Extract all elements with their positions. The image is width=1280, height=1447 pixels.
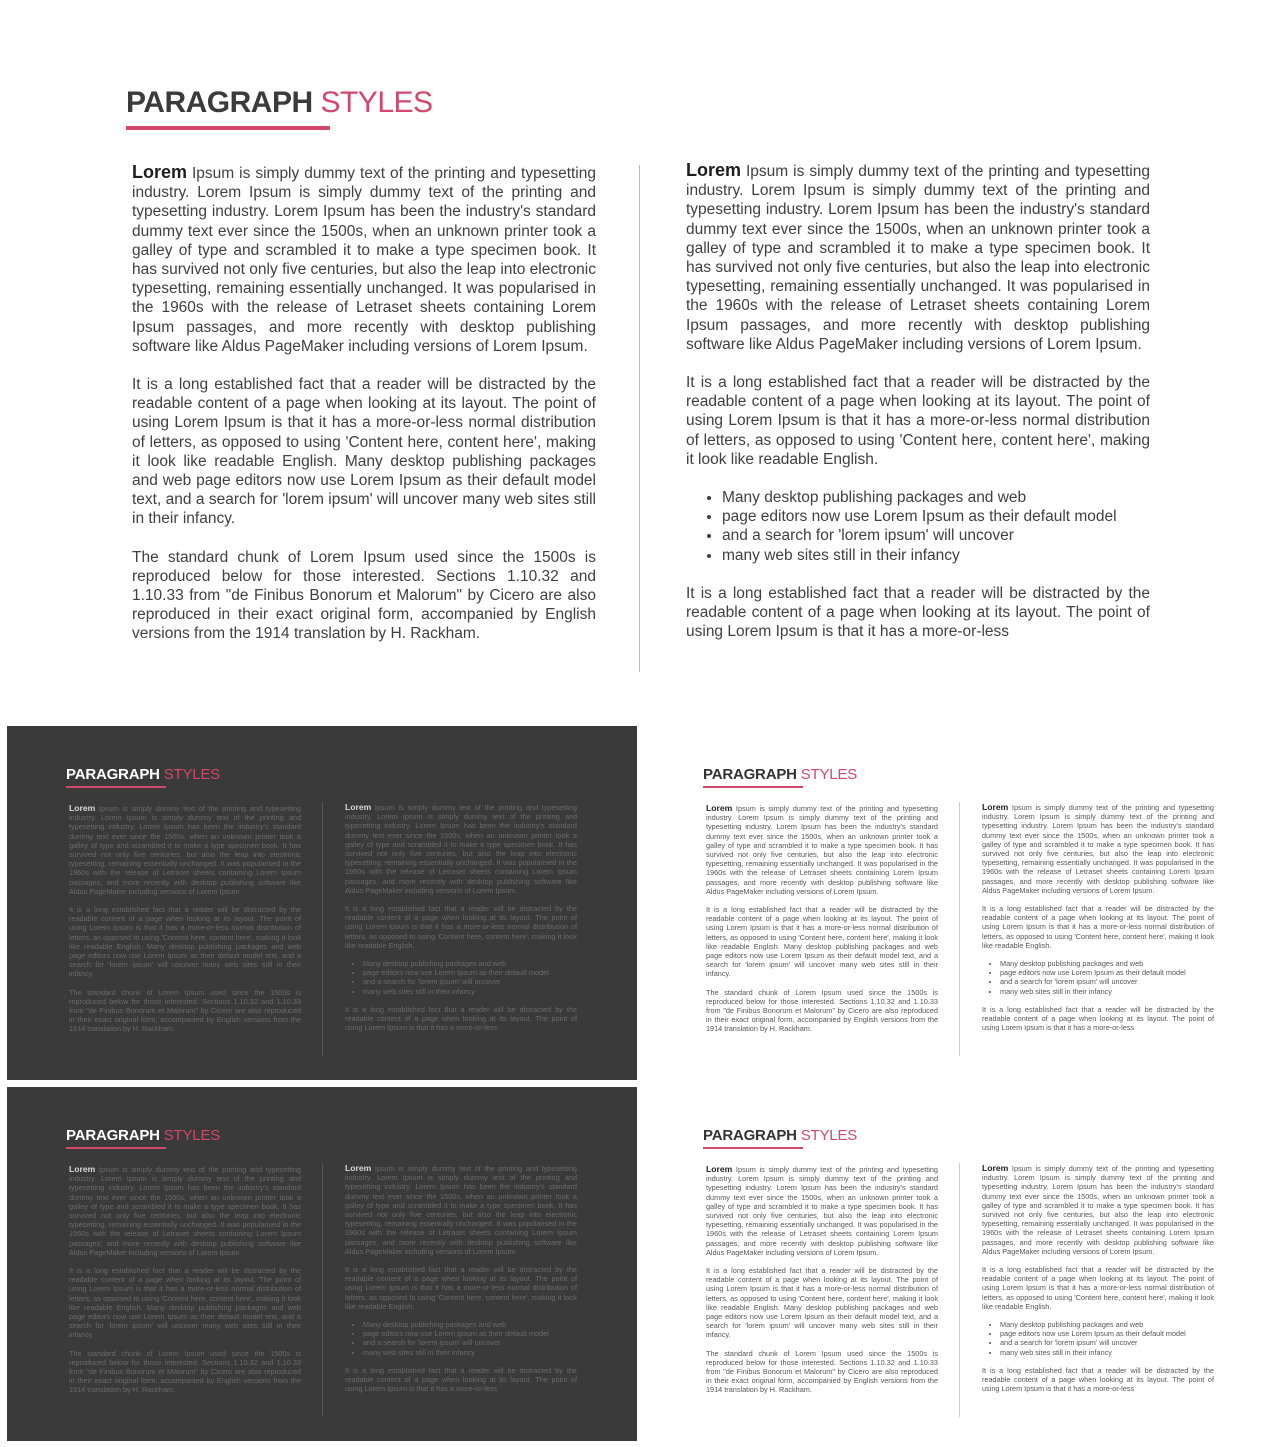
thumb-paragraph-2: It is a long established fact that a reader will be distracted by the readable content of a page when looking at its layout. The point of using Lorem Ipsum is that it has a more-or-less normal distribution of letters, as opposed to using 'Content here, content here', making it look like readable English. Many desktop publishing packages and web page editors now use Lorem Ipsum as their default model text, and a search for 'lorem ipsum' will uncover many web sites still in their infancy.	[69, 905, 301, 979]
thumb-paragraph-1-text: Ipsum is simply dummy text of the printing and typesetting industry. Lorem Ipsum is simply dummy text of the printing and typesetting industry. Lorem Ipsum has been the industry's standard dummy text ever since the 1500s, when an unknown printer took a galley of type and scrambled it to make a type specimen book. It has survived not only five centuries, but also the leap into electronic typesetting, remaining essentially unchanged. It was popularised in the 1960s with the release of Letraset sheets containing Lorem Ipsum passages, and more recently with desktop publishing software like Aldus PageMaker including versions of Lorem Ipsum.	[69, 804, 301, 896]
title-light: STYLES	[320, 86, 433, 119]
column-divider	[639, 165, 640, 672]
left-column	[132, 163, 596, 663]
thumb-paragraph-2: It is a long established fact that a reader will be distracted by the readable content of a page when looking at its layout. The point of using Lorem Ipsum is that it has a more-or-less normal distribution of letters, as opposed to using 'Content here, content here', making it look like readable English.	[982, 904, 1214, 950]
thumb-list-item: • and a search for 'lorem ipsum' will uncover	[1000, 1338, 1214, 1347]
thumb-list-item: • Many desktop publishing packages and web	[1000, 1320, 1214, 1329]
thumb-paragraph-1-text: Ipsum is simply dummy text of the printing and typesetting industry. Lorem Ipsum is simply dummy text of the printing and typesetting industry. Lorem Ipsum has been the industry's standard dummy text ever since the 1500s, when an unknown printer took a galley of type and scrambled it to make a type specimen book. It has survived not only five centuries, but also the leap into electronic typesetting, remaining essentially unchanged. It was popularised in the 1960s with the release of Letraset sheets containing Lorem Ipsum passages, and more recently with desktop publishing software like Aldus PageMaker including versions of Lorem Ipsum.	[345, 803, 577, 895]
thumb-title-bold: PARAGRAPH	[703, 766, 797, 783]
paragraph-2: It is a long established fact that a reader will be distracted by the readable content of a page when looking at its layout. The point of using Lorem Ipsum is that it has a more-or-less normal distribution of letters, as opposed to using 'Content here, content here', making it look like readable English. Many desktop publishing packages and web page editors now use Lorem Ipsum as their default model text, and a search for 'lorem ipsum' will uncover many web sites still in their infancy.	[132, 376, 596, 528]
paragraph-1	[686, 161, 1150, 354]
thumb-bullet-list	[982, 959, 1214, 996]
thumb-right-column	[345, 1164, 577, 1402]
bullet-list	[686, 488, 1150, 565]
lead-word: Lorem	[132, 162, 188, 182]
thumb-left-column	[706, 1165, 938, 1404]
thumb-list-item: • many web sites still in their infancy	[363, 1348, 577, 1357]
thumb-lead-word: Lorem	[706, 1164, 733, 1174]
thumb-paragraph-2: It is a long established fact that a reader will be distracted by the readable content of a page when looking at its layout. The point of using Lorem Ipsum is that it has a more-or-less normal distribution of letters, as opposed to using 'Content here, content here', making it look like readable English. Many desktop publishing packages and web page editors now use Lorem Ipsum as their default model text, and a search for 'lorem ipsum' will uncover many web sites still in their infancy.	[69, 1266, 301, 1340]
thumb-paragraph-2: It is a long established fact that a reader will be distracted by the readable content of a page when looking at its layout. The point of using Lorem Ipsum is that it has a more-or-less normal distribution of letters, as opposed to using 'Content here, content here', making it look like readable English. Many desktop publishing packages and web page editors now use Lorem Ipsum as their default model text, and a search for 'lorem ipsum' will uncover many web sites still in their infancy.	[706, 905, 938, 979]
thumb-title-underline	[66, 1147, 166, 1149]
thumb-paragraph-2: It is a long established fact that a reader will be distracted by the readable content of a page when looking at its layout. The point of using Lorem Ipsum is that it has a more-or-less normal distribution of letters, as opposed to using 'Content here, content here', making it look like readable English.	[345, 904, 577, 950]
thumb-list-item: • Many desktop publishing packages and web	[363, 1320, 577, 1329]
thumb-title-underline	[66, 786, 166, 788]
thumb-paragraph-1-text: Ipsum is simply dummy text of the printing and typesetting industry. Lorem Ipsum is simply dummy text of the printing and typesetting industry. Lorem Ipsum has been the industry's standard dummy text ever since the 1500s, when an unknown printer took a galley of type and scrambled it to make a type specimen book. It has survived not only five centuries, but also the leap into electronic typesetting, remaining essentially unchanged. It was popularised in the 1960s with the release of Letraset sheets containing Lorem Ipsum passages, and more recently with desktop publishing software like Aldus PageMaker including versions of Lorem Ipsum.	[982, 1164, 1214, 1256]
title-bold: PARAGRAPH	[126, 86, 313, 119]
thumb-paragraph-1	[345, 1164, 577, 1256]
page-title	[126, 86, 433, 120]
thumb-title-light: STYLES	[800, 1127, 858, 1144]
thumb-paragraph-1-text: Ipsum is simply dummy text of the printing and typesetting industry. Lorem Ipsum is simply dummy text of the printing and typesetting industry. Lorem Ipsum has been the industry's standard dummy text ever since the 1500s, when an unknown printer took a galley of type and scrambled it to make a type specimen book. It has survived not only five centuries, but also the leap into electronic typesetting, remaining essentially unchanged. It was popularised in the 1960s with the release of Letraset sheets containing Lorem Ipsum passages, and more recently with desktop publishing software like Aldus PageMaker including versions of Lorem Ipsum.	[982, 803, 1214, 895]
thumb-list-item: • and a search for 'lorem ipsum' will uncover	[363, 1338, 577, 1347]
paragraph-3: The standard chunk of Lorem Ipsum used since the 1500s is reproduced below for those interested. Sections 1.10.32 and 1.10.33 from "de Finibus Bonorum et Malorum" by Cicero are also reproduced in their exact original form, accompanied by English versions from the 1914 translation by H. Rackham.	[132, 548, 596, 643]
list-item: • page editors now use Lorem Ipsum as their default model	[722, 507, 1150, 526]
hero-panel	[0, 0, 1280, 700]
thumb-title-bold: PARAGRAPH	[703, 1127, 797, 1144]
thumb-right-column	[982, 803, 1214, 1041]
thumb-lead-word: Lorem	[69, 803, 96, 813]
thumb-bullet-list	[345, 959, 577, 996]
thumb-list-item: • Many desktop publishing packages and web	[363, 959, 577, 968]
thumbnail-dark-2[interactable]	[7, 1087, 637, 1441]
thumb-list-item: • page editors now use Lorem Ipsum as their default model	[363, 1329, 577, 1338]
paragraph-1-text: Ipsum is simply dummy text of the printing and typesetting industry. Lorem Ipsum is simply dummy text of the printing and typesetting industry. Lorem Ipsum has been the industry's standard dummy text ever since the 1500s, when an unknown printer took a galley of type and scrambled it to make a type specimen book. It has survived not only five centuries, but also the leap into electronic typesetting, remaining essentially unchanged. It was popularised in the 1960s with the release of Letraset sheets containing Lorem Ipsum passages, and more recently with desktop publishing software like Aldus PageMaker including versions of Lorem Ipsum.	[686, 163, 1150, 353]
thumb-column-divider	[322, 802, 323, 1056]
thumbnail-light-1[interactable]	[644, 726, 1274, 1080]
thumb-list-item: • and a search for 'lorem ipsum' will uncover	[1000, 977, 1214, 986]
list-item: • and a search for 'lorem ipsum' will uncover	[722, 526, 1150, 545]
thumb-paragraph-1	[982, 1164, 1214, 1256]
thumb-title-light: STYLES	[163, 766, 221, 783]
thumb-title	[703, 1127, 857, 1144]
thumb-list-item: • many web sites still in their infancy	[1000, 987, 1214, 996]
thumb-paragraph-1	[69, 1165, 301, 1257]
thumb-paragraph-3: The standard chunk of Lorem Ipsum used since the 1500s is reproduced below for those interested. Sections 1.10.32 and 1.10.33 from "de Finibus Bonorum et Malorum" by Cicero are also reproduced in their exact original form, accompanied by English versions from the 1914 translation by H. Rackham.	[706, 987, 938, 1034]
thumb-paragraph-2: It is a long established fact that a reader will be distracted by the readable content of a page when looking at its layout. The point of using Lorem Ipsum is that it has a more-or-less normal distribution of letters, as opposed to using 'Content here, content here', making it look like readable English.	[982, 1265, 1214, 1311]
thumb-lead-word: Lorem	[69, 1164, 96, 1174]
thumb-paragraph-3: It is a long established fact that a reader will be distracted by the readable content of a page when looking at its layout. The point of using Lorem Ipsum is that it has a more-or-less	[345, 1365, 577, 1394]
thumbnail-light-2[interactable]	[644, 1087, 1274, 1441]
thumb-paragraph-2: It is a long established fact that a reader will be distracted by the readable content of a page when looking at its layout. The point of using Lorem Ipsum is that it has a more-or-less normal distribution of letters, as opposed to using 'Content here, content here', making it look like readable English. Many desktop publishing packages and web page editors now use Lorem Ipsum as their default model text, and a search for 'lorem ipsum' will uncover many web sites still in their infancy.	[706, 1266, 938, 1340]
lead-word: Lorem	[686, 160, 742, 180]
thumb-title-light: STYLES	[163, 1127, 221, 1144]
thumb-paragraph-3: It is a long established fact that a reader will be distracted by the readable content of a page when looking at its layout. The point of using Lorem Ipsum is that it has a more-or-less	[982, 1004, 1214, 1033]
thumb-paragraph-1	[982, 803, 1214, 895]
thumb-lead-word: Lorem	[345, 1163, 372, 1173]
thumb-paragraph-1	[69, 804, 301, 896]
thumb-paragraph-1-text: Ipsum is simply dummy text of the printing and typesetting industry. Lorem Ipsum is simply dummy text of the printing and typesetting industry. Lorem Ipsum has been the industry's standard dummy text ever since the 1500s, when an unknown printer took a galley of type and scrambled it to make a type specimen book. It has survived not only five centuries, but also the leap into electronic typesetting, remaining essentially unchanged. It was popularised in the 1960s with the release of Letraset sheets containing Lorem Ipsum passages, and more recently with desktop publishing software like Aldus PageMaker including versions of Lorem Ipsum.	[69, 1165, 301, 1257]
thumb-list-item: • many web sites still in their infancy	[1000, 1348, 1214, 1357]
thumb-list-item: • page editors now use Lorem Ipsum as their default model	[363, 968, 577, 977]
thumb-title-bold: PARAGRAPH	[66, 1127, 160, 1144]
thumb-title-underline	[703, 1147, 803, 1149]
thumb-paragraph-3: The standard chunk of Lorem Ipsum used since the 1500s is reproduced below for those interested. Sections 1.10.32 and 1.10.33 from "de Finibus Bonorum et Malorum" by Cicero are also reproduced in their exact original form, accompanied by English versions from the 1914 translation by H. Rackham.	[69, 1348, 301, 1395]
thumb-paragraph-1	[706, 1165, 938, 1257]
thumb-list-item: • many web sites still in their infancy	[363, 987, 577, 996]
thumb-title-bold: PARAGRAPH	[66, 766, 160, 783]
thumb-list-item: • page editors now use Lorem Ipsum as their default model	[1000, 968, 1214, 977]
paragraph-1	[132, 163, 596, 356]
list-item: • many web sites still in their infancy	[722, 546, 1150, 565]
thumb-title	[66, 766, 220, 783]
thumb-paragraph-3: The standard chunk of Lorem Ipsum used since the 1500s is reproduced below for those interested. Sections 1.10.32 and 1.10.33 from "de Finibus Bonorum et Malorum" by Cicero are also reproduced in their exact original form, accompanied by English versions from the 1914 translation by H. Rackham.	[69, 987, 301, 1034]
thumb-paragraph-1-text: Ipsum is simply dummy text of the printing and typesetting industry. Lorem Ipsum is simply dummy text of the printing and typesetting industry. Lorem Ipsum has been the industry's standard dummy text ever since the 1500s, when an unknown printer took a galley of type and scrambled it to make a type specimen book. It has survived not only five centuries, but also the leap into electronic typesetting, remaining essentially unchanged. It was popularised in the 1960s with the release of Letraset sheets containing Lorem Ipsum passages, and more recently with desktop publishing software like Aldus PageMaker including versions of Lorem Ipsum.	[706, 804, 938, 896]
thumb-paragraph-3: The standard chunk of Lorem Ipsum used since the 1500s is reproduced below for those interested. Sections 1.10.32 and 1.10.33 from "de Finibus Bonorum et Malorum" by Cicero are also reproduced in their exact original form, accompanied by English versions from the 1914 translation by H. Rackham.	[706, 1348, 938, 1395]
thumb-title	[703, 766, 857, 783]
thumb-right-column	[345, 803, 577, 1041]
thumbnail-dark-1[interactable]	[7, 726, 637, 1080]
thumb-paragraph-1-text: Ipsum is simply dummy text of the printing and typesetting industry. Lorem Ipsum is simply dummy text of the printing and typesetting industry. Lorem Ipsum has been the industry's standard dummy text ever since the 1500s, when an unknown printer took a galley of type and scrambled it to make a type specimen book. It has survived not only five centuries, but also the leap into electronic typesetting, remaining essentially unchanged. It was popularised in the 1960s with the release of Letraset sheets containing Lorem Ipsum passages, and more recently with desktop publishing software like Aldus PageMaker including versions of Lorem Ipsum.	[345, 1164, 577, 1256]
thumb-title-light: STYLES	[800, 766, 858, 783]
right-column	[686, 161, 1150, 660]
thumb-left-column	[69, 804, 301, 1043]
thumb-right-column	[982, 1164, 1214, 1402]
thumb-list-item: • Many desktop publishing packages and web	[1000, 959, 1214, 968]
paragraph-3: It is a long established fact that a reader will be distracted by the readable content of a page when looking at its layout. The point of using Lorem Ipsum is that it has a more-or-less	[686, 584, 1150, 641]
thumb-bullet-list	[345, 1320, 577, 1357]
thumb-left-column	[706, 804, 938, 1043]
thumb-list-item: • page editors now use Lorem Ipsum as their default model	[1000, 1329, 1214, 1338]
thumb-list-item: • and a search for 'lorem ipsum' will uncover	[363, 977, 577, 986]
thumb-paragraph-1	[345, 803, 577, 895]
thumb-paragraph-3: It is a long established fact that a reader will be distracted by the readable content of a page when looking at its layout. The point of using Lorem Ipsum is that it has a more-or-less	[345, 1004, 577, 1033]
thumb-lead-word: Lorem	[982, 802, 1009, 812]
paragraph-1-text: Ipsum is simply dummy text of the printing and typesetting industry. Lorem Ipsum is simply dummy text of the printing and typesetting industry. Lorem Ipsum has been the industry's standard dummy text ever since the 1500s, when an unknown printer took a galley of type and scrambled it to make a type specimen book. It has survived not only five centuries, but also the leap into electronic typesetting, remaining essentially unchanged. It was popularised in the 1960s with the release of Letraset sheets containing Lorem Ipsum passages, and more recently with desktop publishing software like Aldus PageMaker including versions of Lorem Ipsum.	[132, 165, 596, 355]
thumb-bullet-list	[982, 1320, 1214, 1357]
thumb-paragraph-3: It is a long established fact that a reader will be distracted by the readable content of a page when looking at its layout. The point of using Lorem Ipsum is that it has a more-or-less	[982, 1365, 1214, 1394]
thumb-left-column	[69, 1165, 301, 1404]
thumb-column-divider	[959, 1163, 960, 1417]
title-underline	[126, 126, 330, 130]
thumb-title-underline	[703, 786, 803, 788]
thumb-paragraph-1	[706, 804, 938, 896]
thumb-column-divider	[959, 802, 960, 1056]
thumb-column-divider	[322, 1163, 323, 1417]
thumb-lead-word: Lorem	[706, 803, 733, 813]
paragraph-2: It is a long established fact that a reader will be distracted by the readable content of a page when looking at its layout. The point of using Lorem Ipsum is that it has a more-or-less normal distribution of letters, as opposed to using 'Content here, content here', making it look like readable English.	[686, 374, 1150, 468]
thumb-lead-word: Lorem	[982, 1163, 1009, 1173]
thumb-paragraph-2: It is a long established fact that a reader will be distracted by the readable content of a page when looking at its layout. The point of using Lorem Ipsum is that it has a more-or-less normal distribution of letters, as opposed to using 'Content here, content here', making it look like readable English.	[345, 1265, 577, 1311]
thumb-title	[66, 1127, 220, 1144]
thumb-lead-word: Lorem	[345, 802, 372, 812]
thumb-paragraph-1-text: Ipsum is simply dummy text of the printing and typesetting industry. Lorem Ipsum is simply dummy text of the printing and typesetting industry. Lorem Ipsum has been the industry's standard dummy text ever since the 1500s, when an unknown printer took a galley of type and scrambled it to make a type specimen book. It has survived not only five centuries, but also the leap into electronic typesetting, remaining essentially unchanged. It was popularised in the 1960s with the release of Letraset sheets containing Lorem Ipsum passages, and more recently with desktop publishing software like Aldus PageMaker including versions of Lorem Ipsum.	[706, 1165, 938, 1257]
list-item: • Many desktop publishing packages and web	[722, 488, 1150, 507]
